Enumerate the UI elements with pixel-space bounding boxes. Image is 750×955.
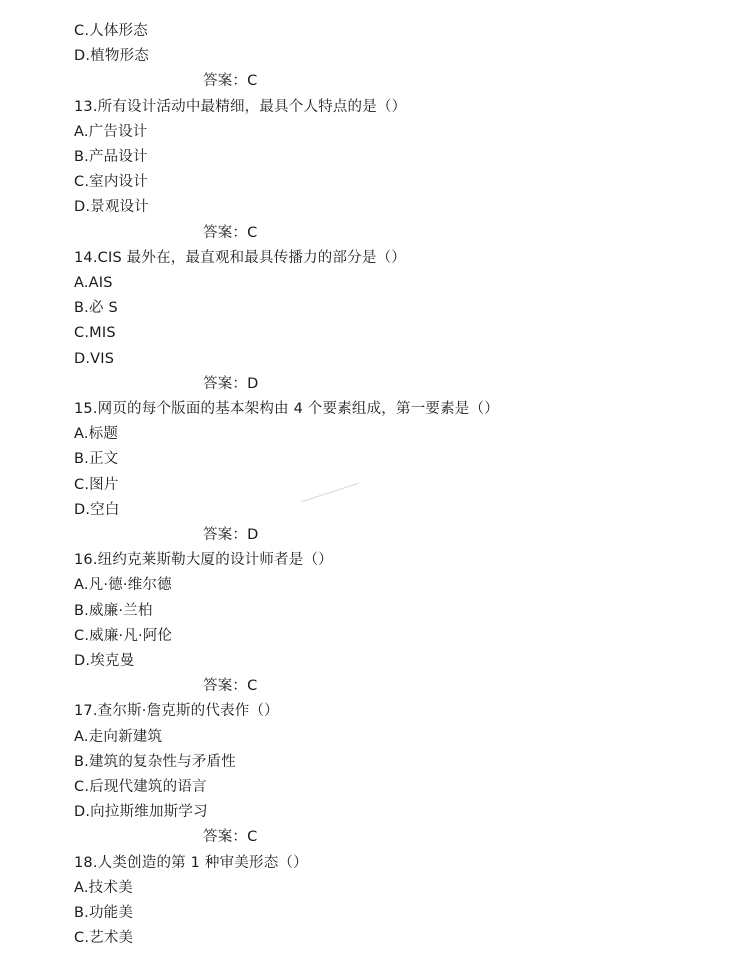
option-line: C.艺术美 xyxy=(74,930,134,947)
answer-line: 答案：C xyxy=(203,224,258,241)
option-line: C.图片 xyxy=(74,476,119,493)
option-line: B.正文 xyxy=(74,451,119,468)
option-line: D.景观设计 xyxy=(74,199,149,216)
question-line: 14.CIS 最外在，最直观和最具传播力的部分是（） xyxy=(74,249,406,266)
option-line: C.威廉·凡·阿伦 xyxy=(74,627,173,644)
option-line: A.广告设计 xyxy=(74,123,148,140)
option-line: A.AIS xyxy=(74,275,113,291)
option-line: C.人体形态 xyxy=(74,23,148,39)
answer-line: 答案：C xyxy=(203,678,258,695)
option-line: C.后现代建筑的语言 xyxy=(74,779,207,795)
option-line: B.功能美 xyxy=(74,905,134,921)
option-line: C.室内设计 xyxy=(74,174,148,191)
question-line: 13.所有设计活动中最精细，最具个人特点的是（） xyxy=(74,98,407,115)
question-line: 17.查尔斯·詹克斯的代表作（） xyxy=(74,703,279,720)
option-line: D.植物形态 xyxy=(74,48,149,65)
option-line: B.建筑的复杂性与矛盾性 xyxy=(74,753,236,770)
answer-line: 答案：D xyxy=(203,527,259,543)
option-line: A.技术美 xyxy=(74,879,133,896)
option-line: D.空白 xyxy=(74,501,120,518)
question-line: 16.纽约克莱斯勒大厦的设计师者是（） xyxy=(74,552,333,569)
answer-line: 答案：D xyxy=(203,375,259,392)
option-line: A.走向新建筑 xyxy=(74,728,163,745)
scan-mark xyxy=(301,483,358,502)
option-line: B.威廉·兰柏 xyxy=(74,602,153,619)
answer-line: 答案：C xyxy=(203,73,258,90)
option-line: A.凡·德·维尔德 xyxy=(74,577,172,594)
option-line: B.产品设计 xyxy=(74,149,148,165)
option-line: D.VIS xyxy=(74,350,115,367)
option-line: B.必 S xyxy=(74,300,118,317)
option-line: A.标题 xyxy=(74,426,119,443)
question-line: 18.人类创造的第 1 种审美形态（） xyxy=(74,854,308,871)
option-line: D.向拉斯维加斯学习 xyxy=(74,804,208,821)
option-line: D.埃克曼 xyxy=(74,653,135,669)
answer-line: 答案：C xyxy=(203,829,258,846)
question-line: 15.网页的每个版面的基本架构由 4 个要素组成，第一要素是（） xyxy=(74,401,499,417)
option-line: C.MIS xyxy=(74,325,116,342)
